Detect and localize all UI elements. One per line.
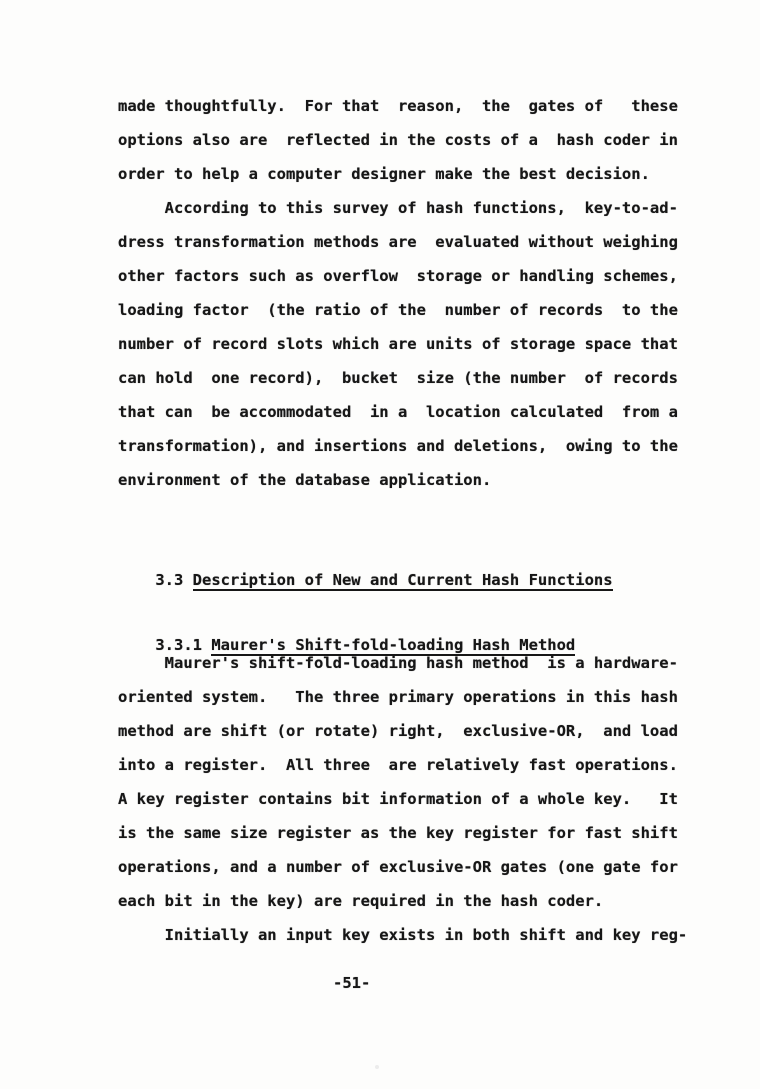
subsection-title: Maurer's Shift-fold-loading Hash Method	[211, 636, 576, 654]
text-line: Initially an input key exists in both shift and key reg-	[118, 926, 688, 944]
text-line: can hold one record), bucket size (the number of records	[118, 369, 678, 387]
text-line: oriented system. The three primary operations in this hash	[118, 688, 678, 706]
text-line: made thoughtfully. For that reason, the gates of these	[118, 97, 678, 115]
text-line: loading factor (the ratio of the number of records to the	[118, 301, 678, 319]
text-line: According to this survey of hash functions, key-to-ad-	[118, 199, 678, 217]
text-line: each bit in the key) are required in the hash coder.	[118, 892, 604, 910]
text-line: options also are reflected in the costs of a hash coder in	[118, 131, 678, 149]
text-line: into a register. All three are relatively fast operations.	[118, 756, 678, 774]
text-line: transformation), and insertions and deletions, owing to the	[118, 437, 678, 455]
section-title: Description of New and Current Hash Functions	[192, 571, 613, 589]
section-number: 3.3	[155, 571, 193, 589]
scan-artifact-speck	[375, 1065, 379, 1069]
text-line: Maurer's shift-fold-loading hash method is a hardware-	[118, 654, 678, 672]
text-line: is the same size register as the key register for fast shift	[118, 824, 678, 842]
paragraph-maurers-method	[118, 646, 687, 952]
text-line: order to help a computer designer make the best decision.	[118, 165, 650, 183]
text-line: method are shift (or rotate) right, exclusive-OR, and load	[118, 722, 678, 740]
text-line: that can be accommodated in a location calculated from a	[118, 403, 678, 421]
subsection-number: 3.3.1	[155, 636, 212, 654]
text-line: A key register contains bit information of a whole key. It	[118, 790, 678, 808]
paragraph-survey-criteria	[118, 89, 678, 497]
text-line: dress transformation methods are evaluated without weighing	[118, 233, 678, 251]
text-line: other factors such as overflow storage or handling schemes,	[118, 267, 678, 285]
text-line: operations, and a number of exclusive-OR gates (one gate for	[118, 858, 678, 876]
text-line: environment of the database application.	[118, 471, 492, 489]
text-line: number of record slots which are units of storage space that	[118, 335, 678, 353]
page-number: -51-	[333, 974, 371, 992]
